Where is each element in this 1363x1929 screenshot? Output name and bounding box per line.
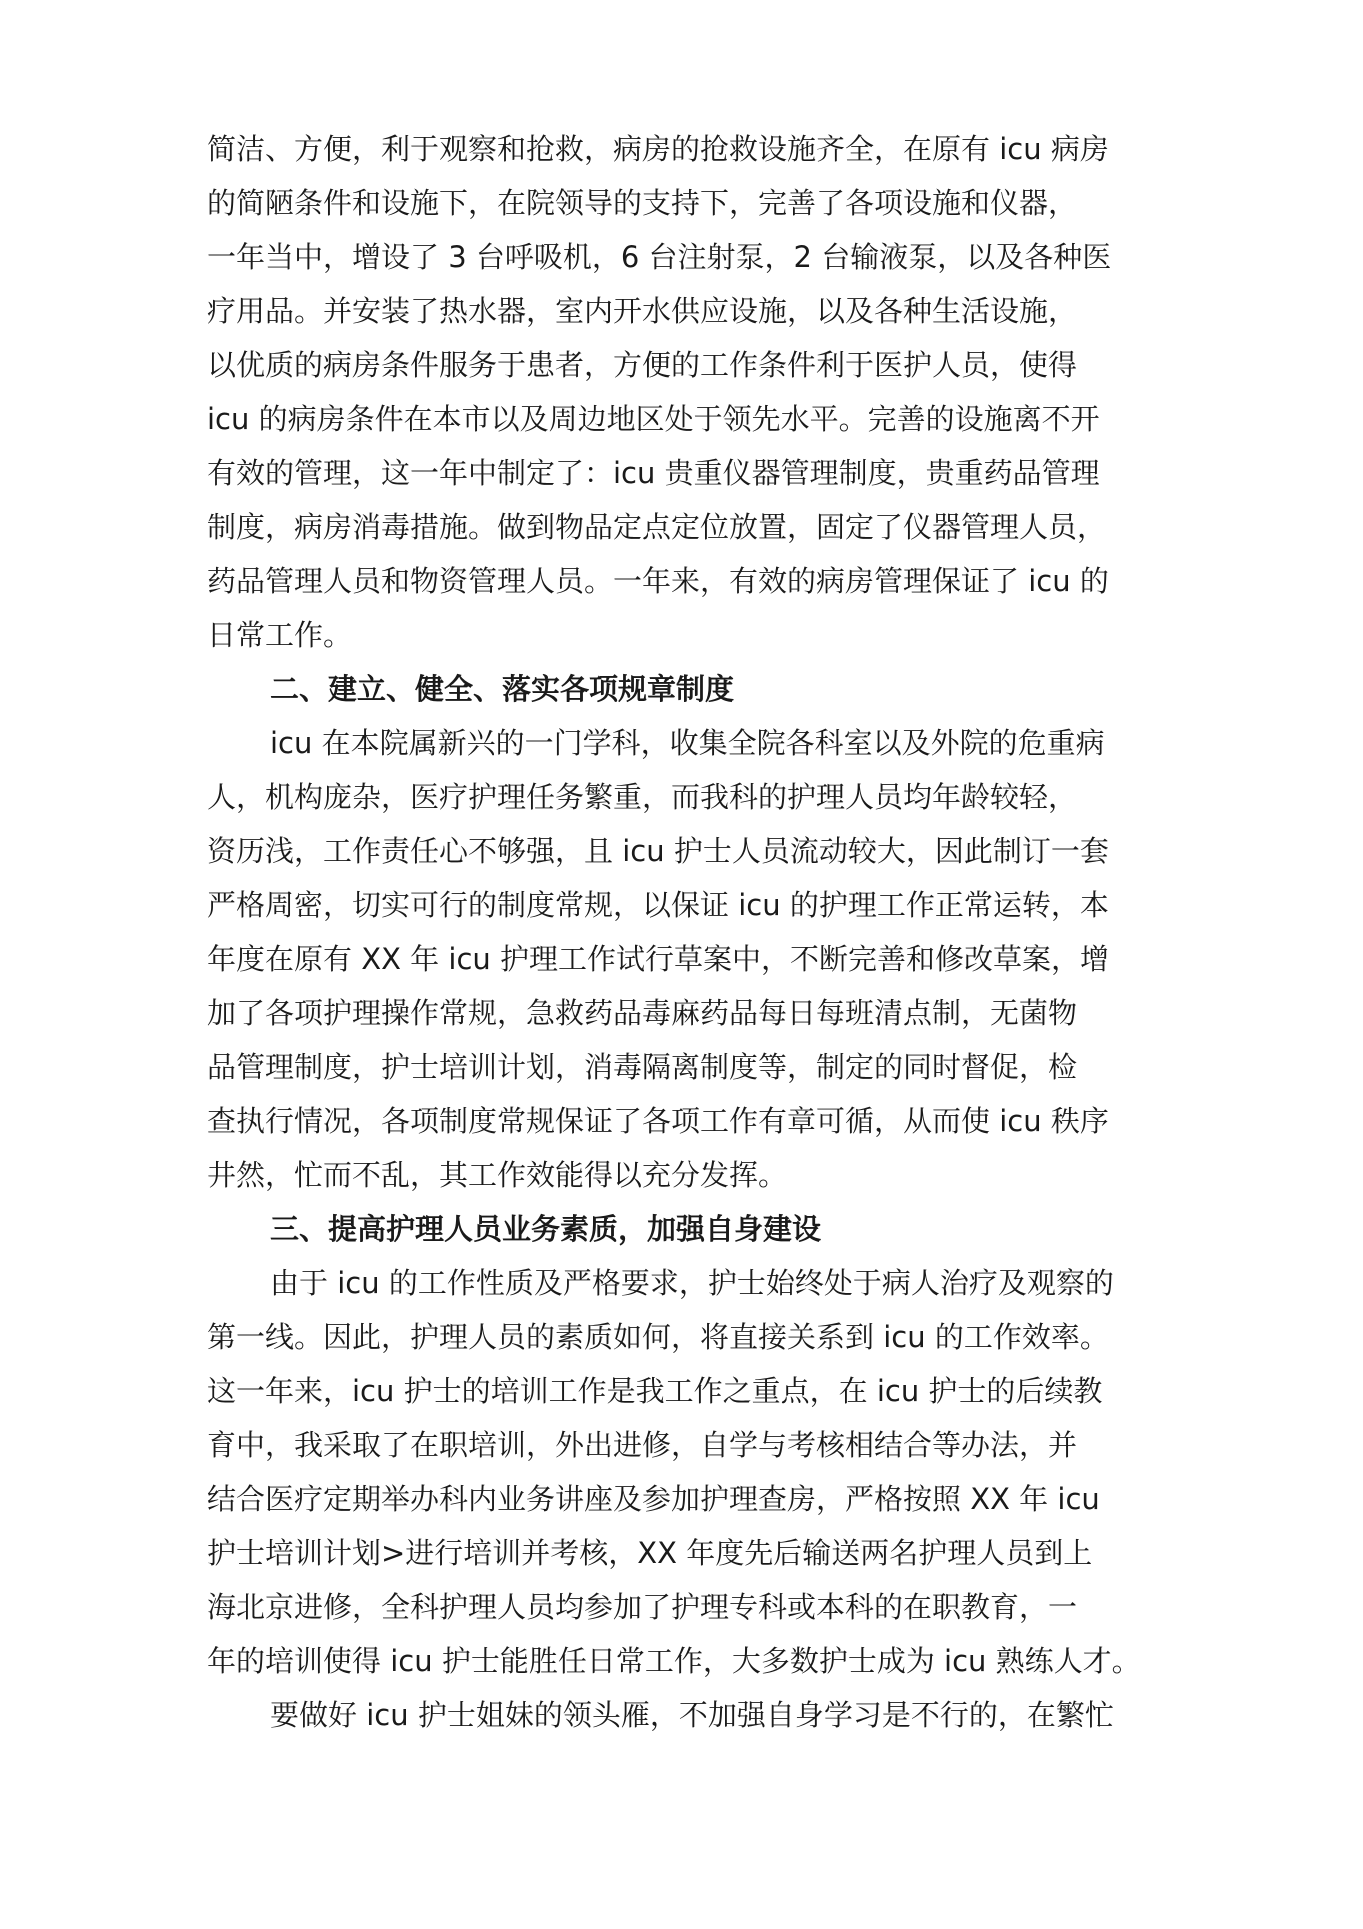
text-line: icu 在本院属新兴的一门学科，收集全院各科室以及外院的危重病 bbox=[270, 726, 1105, 760]
section-heading: 二、建立、健全、落实各项规章制度 bbox=[270, 672, 735, 706]
text-line: 结合医疗定期举办科内业务讲座及参加护理查房，严格按照 XX 年 icu bbox=[207, 1482, 1100, 1516]
text-line: 资历浅，工作责任心不够强，且 icu 护士人员流动较大，因此制订一套 bbox=[207, 834, 1109, 868]
text-line: 护士培训计划>进行培训并考核，XX 年度先后输送两名护理人员到上 bbox=[207, 1536, 1093, 1570]
text-line: 有效的管理，这一年中制定了：icu 贵重仪器管理制度，贵重药品管理 bbox=[207, 456, 1100, 490]
text-line: 年度在原有 XX 年 icu 护理工作试行草案中，不断完善和修改草案，增 bbox=[207, 942, 1109, 976]
text-line: 海北京进修，全科护理人员均参加了护理专科或本科的在职教育，一 bbox=[207, 1590, 1078, 1624]
text-line: 一年当中，增设了 3 台呼吸机，6 台注射泵，2 台输液泵，以及各种医 bbox=[207, 240, 1112, 274]
text-line: 年的培训使得 icu 护士能胜任日常工作，大多数护士成为 icu 熟练人才。 bbox=[207, 1644, 1141, 1678]
text-line: 由于 icu 的工作性质及严格要求，护士始终处于病人治疗及观察的 bbox=[270, 1266, 1114, 1300]
text-line: 疗用品。并安装了热水器，室内开水供应设施，以及各种生活设施， bbox=[207, 294, 1078, 328]
text-line: 井然，忙而不乱，其工作效能得以充分发挥。 bbox=[207, 1158, 788, 1192]
text-line: 严格周密，切实可行的制度常规，以保证 icu 的护理工作正常运转，本 bbox=[207, 888, 1109, 922]
text-line: icu 的病房条件在本市以及周边地区处于领先水平。完善的设施离不开 bbox=[207, 402, 1100, 436]
text-line: 药品管理人员和物资管理人员。一年来，有效的病房管理保证了 icu 的 bbox=[207, 564, 1109, 598]
text-line: 育中，我采取了在职培训，外出进修，自学与考核相结合等办法，并 bbox=[207, 1428, 1078, 1462]
text-line: 简洁、方便，利于观察和抢救，病房的抢救设施齐全，在原有 icu 病房 bbox=[207, 132, 1109, 166]
text-line: 日常工作。 bbox=[207, 618, 353, 652]
section-heading: 三、提高护理人员业务素质，加强自身建设 bbox=[270, 1212, 822, 1246]
text-line: 第一线。因此，护理人员的素质如何，将直接关系到 icu 的工作效率。 bbox=[207, 1320, 1109, 1354]
text-line: 查执行情况，各项制度常规保证了各项工作有章可循，从而使 icu 秩序 bbox=[207, 1104, 1109, 1138]
text-line: 的简陋条件和设施下，在院领导的支持下，完善了各项设施和仪器， bbox=[207, 186, 1078, 220]
text-line: 以优质的病房条件服务于患者，方便的工作条件利于医护人员，使得 bbox=[207, 348, 1078, 382]
text-line: 加了各项护理操作常规，急救药品毒麻药品每日每班清点制，无菌物 bbox=[207, 996, 1078, 1030]
text-line: 人，机构庞杂，医疗护理任务繁重，而我科的护理人员均年龄较轻， bbox=[207, 780, 1078, 814]
text-line: 要做好 icu 护士姐妹的领头雁，不加强自身学习是不行的，在繁忙 bbox=[270, 1698, 1114, 1732]
text-line: 品管理制度，护士培训计划，消毒隔离制度等，制定的同时督促，检 bbox=[207, 1050, 1078, 1084]
document-body bbox=[207, 122, 1177, 1742]
text-line: 这一年来，icu 护士的培训工作是我工作之重点，在 icu 护士的后续教 bbox=[207, 1374, 1103, 1408]
text-line: 制度，病房消毒措施。做到物品定点定位放置，固定了仪器管理人员， bbox=[207, 510, 1107, 544]
